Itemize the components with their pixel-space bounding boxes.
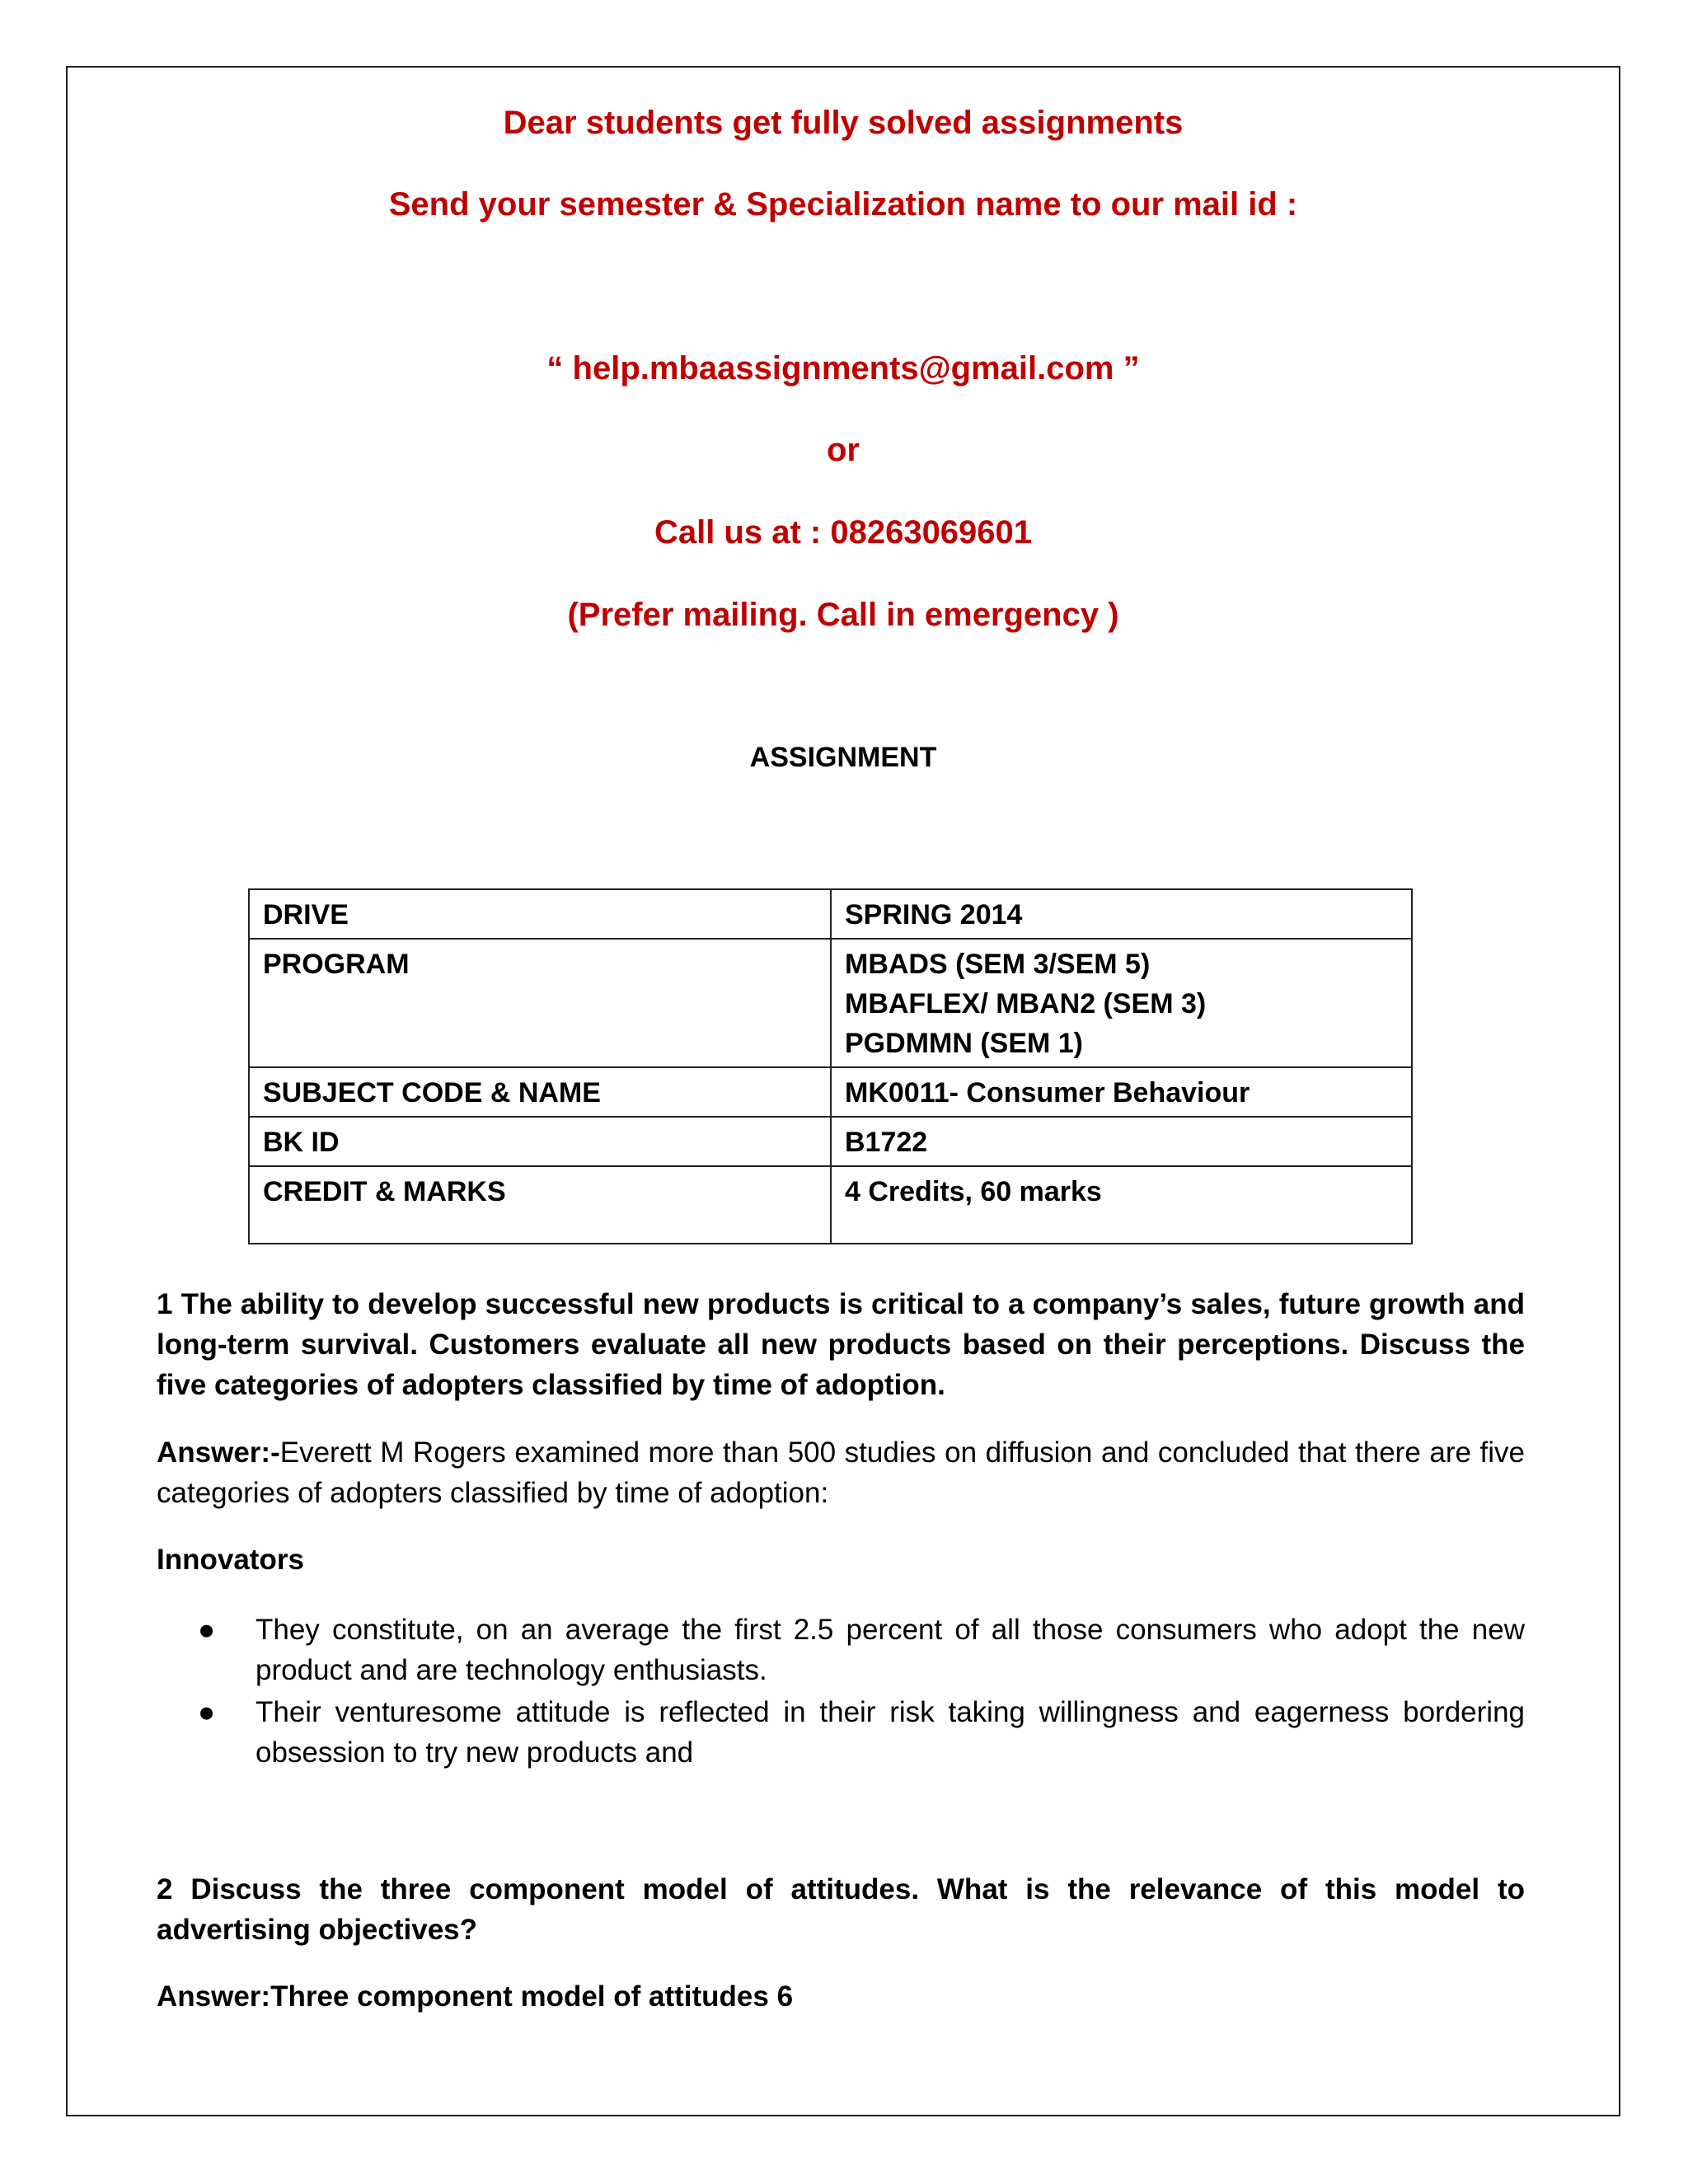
table-cell-value: MK0011- Consumer Behaviour	[831, 1067, 1412, 1117]
table-row	[249, 1117, 1412, 1166]
list-item-text: Their venturesome attitude is reflected in their risk taking willingness and eagerness bordering obsession to try new products and	[256, 1696, 1525, 1769]
list-item	[157, 1692, 1525, 1773]
table-cell-value	[831, 939, 1412, 1067]
innovators-list	[157, 1610, 1525, 1774]
promo-note: (Prefer mailing. Call in emergency )	[567, 597, 1119, 633]
question-2: 2 Discuss the three component model of attitudes. What is the relevance of this model to advertising objectives?	[157, 1873, 1525, 1946]
promo-line-2: Send your semester & Specialization name to our mail id :	[388, 186, 1298, 223]
program-value: MBADS (SEM 3/SEM 5)	[845, 949, 1151, 980]
table-cell-value: SPRING 2014	[831, 889, 1412, 939]
answer-text: Everett M Rogers examined more than 500 studies on diffusion and concluded that there are five categories of adopters classified by time of adoption:	[157, 1436, 1525, 1509]
bullet-icon: ●	[198, 1696, 216, 1728]
table-cell-label: PROGRAM	[249, 939, 831, 1067]
promo-line-1: Dear students get fully solved assignments	[503, 105, 1184, 141]
table-cell-label: BK ID	[249, 1117, 831, 1166]
question-1: 1 The ability to develop successful new products is critical to a company’s sales, future growth and long-term survival. Customers evaluate all new products based on their perceptions. Discuss the five categories of adopters classified by time of adoption.	[157, 1288, 1525, 1401]
table-row	[249, 889, 1412, 939]
answer-1	[157, 1432, 1525, 1513]
table-cell-label: SUBJECT CODE & NAME	[249, 1067, 831, 1117]
list-item-text: They constitute, on an average the first 2.5 percent of all those consumers who adopt the new product and are technology enthusiasts.	[256, 1614, 1525, 1686]
info-table	[248, 888, 1413, 1244]
assignment-heading: ASSIGNMENT	[749, 742, 937, 773]
table-cell-label: CREDIT & MARKS	[249, 1166, 831, 1244]
list-item	[157, 1610, 1525, 1690]
program-value: MBAFLEX/ MBAN2 (SEM 3)	[845, 988, 1207, 1019]
table-cell-value: B1722	[831, 1117, 1412, 1166]
innovators-heading: Innovators	[157, 1544, 304, 1576]
table-cell-label: DRIVE	[249, 889, 831, 939]
table-row	[249, 1067, 1412, 1117]
table-row	[249, 1166, 1412, 1244]
table-cell-value: 4 Credits, 60 marks	[831, 1166, 1412, 1244]
promo-or: or	[827, 432, 860, 468]
answer-2: Answer:Three component model of attitudes 6	[157, 1980, 794, 2013]
promo-email: “ help.mbaassignments@gmail.com ”	[546, 350, 1140, 387]
answer-label: Answer:-	[157, 1436, 280, 1469]
promo-call: Call us at : 08263069601	[654, 514, 1033, 551]
table-row	[249, 939, 1412, 1067]
bullet-icon: ●	[198, 1614, 216, 1646]
program-value: PGDMMN (SEM 1)	[845, 1028, 1083, 1059]
